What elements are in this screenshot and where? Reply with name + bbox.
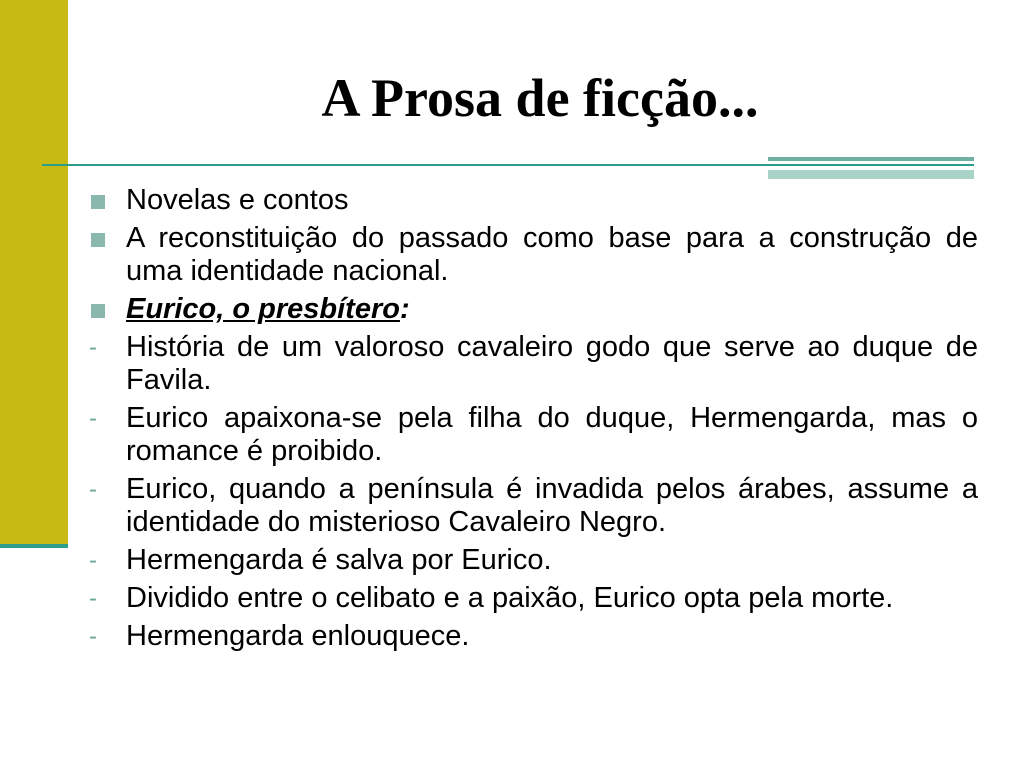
left-accent-bar-edge bbox=[0, 544, 68, 548]
list-item-text: História de um valoroso cavaleiro godo que serve ao duque de Favila. bbox=[126, 331, 978, 396]
list-item bbox=[88, 222, 978, 288]
divider-accent-stripe bbox=[768, 170, 974, 179]
dash-bullet-icon: - bbox=[89, 623, 97, 650]
list-item bbox=[88, 544, 978, 577]
dash-bullet-icon: - bbox=[89, 334, 97, 361]
list-item bbox=[88, 620, 978, 653]
slide-title: A Prosa de ficção... bbox=[321, 68, 759, 128]
list-item-text: Novelas e contos bbox=[126, 184, 349, 216]
list-item-text: A reconstituição do passado como base para a construção de uma identidade nacional. bbox=[126, 222, 978, 287]
list-item-text: Dividido entre o celibato e a paixão, Eurico opta pela morte. bbox=[126, 582, 894, 614]
dash-bullet-icon: - bbox=[89, 476, 97, 503]
square-bullet-icon bbox=[88, 293, 105, 318]
list-item-text: Hermengarda enlouquece. bbox=[126, 620, 470, 652]
book-title: Eurico, o presbítero: bbox=[126, 293, 410, 325]
dash-bullet-icon: - bbox=[89, 405, 97, 432]
title-divider-accent bbox=[768, 157, 974, 179]
list-item-text: Eurico apaixona-se pela filha do duque, Hermengarda, mas o romance é proibido. bbox=[126, 402, 978, 467]
list-item-text: Eurico, quando a península é invadida pelos árabes, assume a identidade do misterioso Cavaleiro Negro. bbox=[126, 473, 978, 538]
list-item bbox=[88, 402, 978, 468]
list-item-text: Hermengarda é salva por Eurico. bbox=[126, 544, 552, 576]
dash-bullet-icon: - bbox=[89, 547, 97, 574]
dash-bullet-icon: - bbox=[89, 585, 97, 612]
square-bullet-icon bbox=[88, 222, 105, 247]
divider-accent-stripe bbox=[768, 157, 974, 161]
list-item bbox=[88, 331, 978, 397]
square-bullet-icon bbox=[88, 184, 105, 209]
list-item bbox=[88, 293, 978, 326]
list-item bbox=[88, 582, 978, 615]
list-item bbox=[88, 184, 978, 217]
bullet-list bbox=[88, 184, 978, 658]
left-accent-bar bbox=[0, 0, 68, 546]
list-item bbox=[88, 473, 978, 539]
